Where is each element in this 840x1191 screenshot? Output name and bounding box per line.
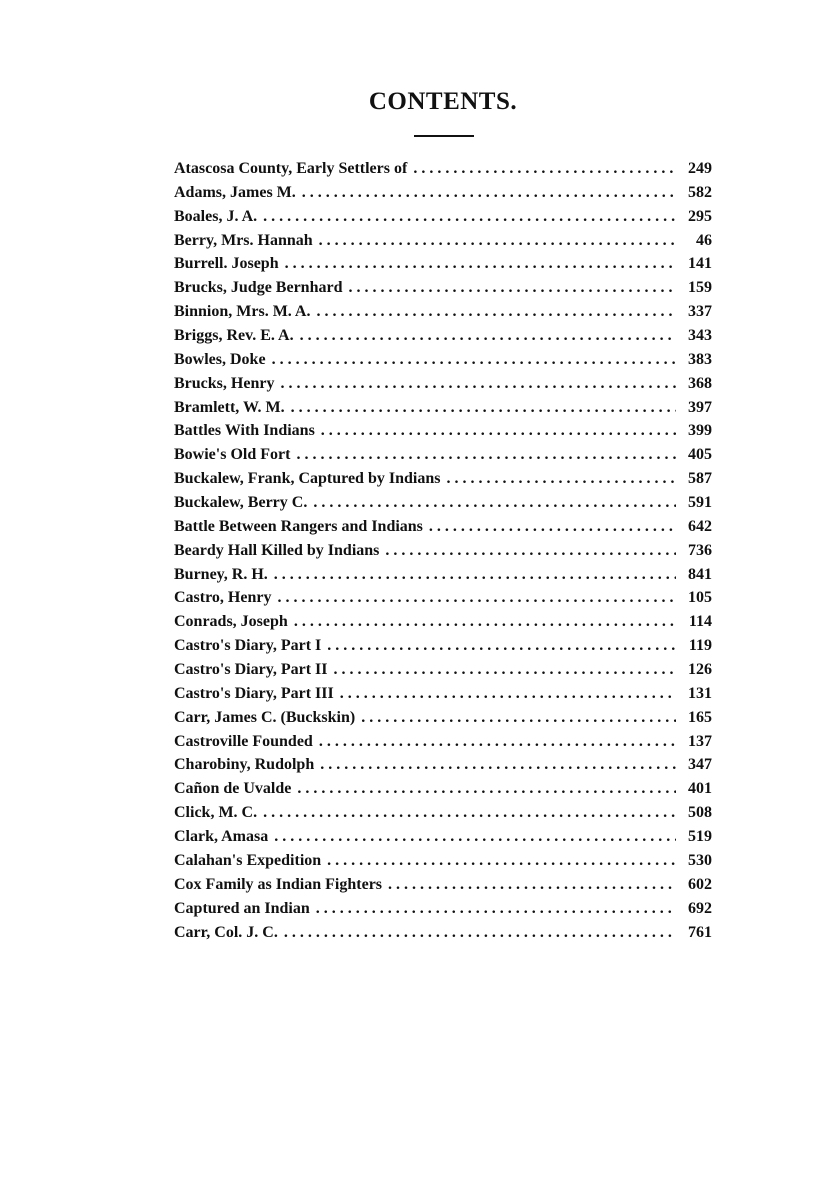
dot-leader <box>429 515 676 539</box>
toc-entry <box>174 921 712 945</box>
toc-entry-page-number: 587 <box>688 470 712 488</box>
toc-entry <box>174 682 712 706</box>
dot-leader <box>327 634 676 658</box>
dot-leader <box>327 849 676 873</box>
toc-entry-page-number: 692 <box>688 899 712 917</box>
dot-leader <box>300 324 676 348</box>
toc-entry-title: Adams, James M. <box>174 183 296 201</box>
toc-entry <box>174 634 712 658</box>
toc-entry-page-number: 368 <box>688 374 712 392</box>
dot-leader <box>291 396 676 420</box>
toc-entry-title: Calahan's Expedition <box>174 851 322 869</box>
toc-entry-page-number: 137 <box>688 732 712 750</box>
toc-entry-page-number: 337 <box>688 303 712 321</box>
toc-entry-page-number: 383 <box>688 350 712 368</box>
toc-entry-page-number: 126 <box>688 661 712 679</box>
toc-entry-title: Boales, J. A. <box>174 207 258 225</box>
toc-entry-page-number: 761 <box>688 923 712 941</box>
toc-entry-page-number: 114 <box>688 613 712 631</box>
dot-leader <box>320 753 676 777</box>
toc-entry <box>174 897 712 921</box>
dot-leader <box>274 825 676 849</box>
toc-entry-page-number: 46 <box>696 231 712 249</box>
dot-leader <box>280 372 676 396</box>
dot-leader <box>388 873 676 897</box>
toc-entry-page-number: 530 <box>688 851 712 869</box>
toc-entry-title: Castroville Founded <box>174 732 313 750</box>
toc-entry-page-number: 119 <box>688 637 712 655</box>
toc-entry <box>174 419 712 443</box>
toc-entry-title: Battles With Indians <box>174 422 315 440</box>
dot-leader <box>294 610 676 634</box>
toc-entry-page-number: 582 <box>688 183 712 201</box>
toc-entry-title: Buckalew, Frank, Captured by Indians <box>174 470 441 488</box>
toc-entry-title: Brucks, Judge Bernhard <box>174 279 343 297</box>
dot-leader <box>263 801 676 825</box>
toc-entry <box>174 229 712 253</box>
dot-leader <box>313 491 676 515</box>
toc-entry-title: Binnion, Mrs. M. A. <box>174 303 311 321</box>
toc-entry <box>174 610 712 634</box>
contents-list <box>174 157 712 944</box>
toc-entry-page-number: 841 <box>688 565 712 583</box>
toc-entry-page-number: 343 <box>688 327 712 345</box>
toc-entry-title: Cañon de Uvalde <box>174 780 292 798</box>
dot-leader <box>274 563 676 587</box>
toc-entry <box>174 467 712 491</box>
toc-entry-page-number: 159 <box>688 279 712 297</box>
toc-entry-title: Castro, Henry <box>174 589 272 607</box>
toc-entry-title: Carr, Col. J. C. <box>174 923 278 941</box>
toc-entry-page-number: 295 <box>688 207 712 225</box>
toc-entry-title: Bowles, Doke <box>174 350 266 368</box>
toc-entry-title: Carr, James C. (Buckskin) <box>174 708 356 726</box>
dot-leader <box>316 897 676 921</box>
toc-entry-page-number: 508 <box>688 804 712 822</box>
toc-entry-title: Castro's Diary, Part I <box>174 637 322 655</box>
dot-leader <box>316 300 676 324</box>
toc-entry-page-number: 249 <box>688 160 712 177</box>
toc-entry <box>174 873 712 897</box>
toc-entry-title: Castro's Diary, Part III <box>174 684 334 702</box>
toc-entry <box>174 181 712 205</box>
dot-leader <box>263 205 676 229</box>
toc-entry <box>174 491 712 515</box>
toc-entry-title: Battle Between Rangers and Indians <box>174 517 423 535</box>
toc-entry-page-number: 642 <box>688 517 712 535</box>
dot-leader <box>333 658 676 682</box>
toc-entry <box>174 252 712 276</box>
toc-entry-page-number: 401 <box>688 780 712 798</box>
toc-entry-page-number: 519 <box>688 828 712 846</box>
toc-entry <box>174 396 712 420</box>
dot-leader <box>277 586 676 610</box>
title-divider <box>414 135 474 137</box>
toc-entry-title: Burney, R. H. <box>174 565 268 583</box>
toc-entry <box>174 563 712 587</box>
toc-entry-title: Captured an Indian <box>174 899 310 917</box>
toc-entry <box>174 443 712 467</box>
toc-entry <box>174 658 712 682</box>
dot-leader <box>413 157 676 181</box>
toc-entry-page-number: 141 <box>688 255 712 273</box>
toc-entry <box>174 324 712 348</box>
toc-entry <box>174 706 712 730</box>
dot-leader <box>319 730 676 754</box>
dot-leader <box>272 348 676 372</box>
dot-leader <box>302 181 676 205</box>
dot-leader <box>340 682 676 706</box>
dot-leader <box>348 276 676 300</box>
toc-entry-page-number: 736 <box>688 541 712 559</box>
toc-entry-page-number: 602 <box>688 875 712 893</box>
toc-entry <box>174 539 712 563</box>
toc-entry <box>174 825 712 849</box>
toc-entry-page-number: 405 <box>688 446 712 464</box>
toc-entry-title: Castro's Diary, Part II <box>174 661 328 679</box>
toc-entry-page-number: 105 <box>688 589 712 607</box>
toc-entry-page-number: 131 <box>688 684 712 702</box>
toc-entry <box>174 300 712 324</box>
dot-leader <box>385 539 676 563</box>
toc-entry <box>174 348 712 372</box>
dot-leader <box>319 229 676 253</box>
toc-entry-title: Cox Family as Indian Fighters <box>174 875 383 893</box>
toc-entry-page-number: 347 <box>688 756 712 774</box>
toc-entry-title: Clark, Amasa <box>174 828 269 846</box>
toc-entry-page-number: 165 <box>688 708 712 726</box>
toc-entry <box>174 586 712 610</box>
toc-entry <box>174 849 712 873</box>
toc-entry-title: Brucks, Henry <box>174 374 275 392</box>
dot-leader <box>297 777 676 801</box>
toc-entry <box>174 777 712 801</box>
toc-entry <box>174 515 712 539</box>
toc-entry-title: Buckalew, Berry C. <box>174 494 308 512</box>
toc-entry-title: Charobiny, Rudolph <box>174 756 315 774</box>
toc-entry-title: Beardy Hall Killed by Indians <box>174 541 380 559</box>
toc-entry <box>174 801 712 825</box>
toc-entry <box>174 276 712 300</box>
page-title: CONTENTS. <box>368 88 518 115</box>
dot-leader <box>446 467 676 491</box>
toc-entry-title: Bowie's Old Fort <box>174 446 291 464</box>
dot-leader <box>321 419 676 443</box>
dot-leader <box>285 252 676 276</box>
toc-entry-page-number: 591 <box>688 494 712 512</box>
toc-entry <box>174 205 712 229</box>
toc-entry-title: Bramlett, W. M. <box>174 398 285 416</box>
dot-leader <box>361 706 676 730</box>
toc-entry <box>174 372 712 396</box>
toc-entry-title: Berry, Mrs. Hannah <box>174 231 313 249</box>
toc-entry <box>174 730 712 754</box>
toc-entry-page-number: 397 <box>688 398 712 416</box>
toc-entry-title: Conrads, Joseph <box>174 613 288 631</box>
toc-entry-title: Click, M. C. <box>174 804 258 822</box>
dot-leader <box>296 443 676 467</box>
toc-entry <box>174 157 712 181</box>
toc-entry <box>174 753 712 777</box>
dot-leader <box>284 921 676 945</box>
toc-entry-page-number: 399 <box>688 422 712 440</box>
toc-entry-title: Briggs, Rev. E. A. <box>174 327 294 345</box>
toc-entry-title: Burrell. Joseph <box>174 255 279 273</box>
toc-entry-title: Atascosa County, Early Settlers of <box>174 160 408 177</box>
